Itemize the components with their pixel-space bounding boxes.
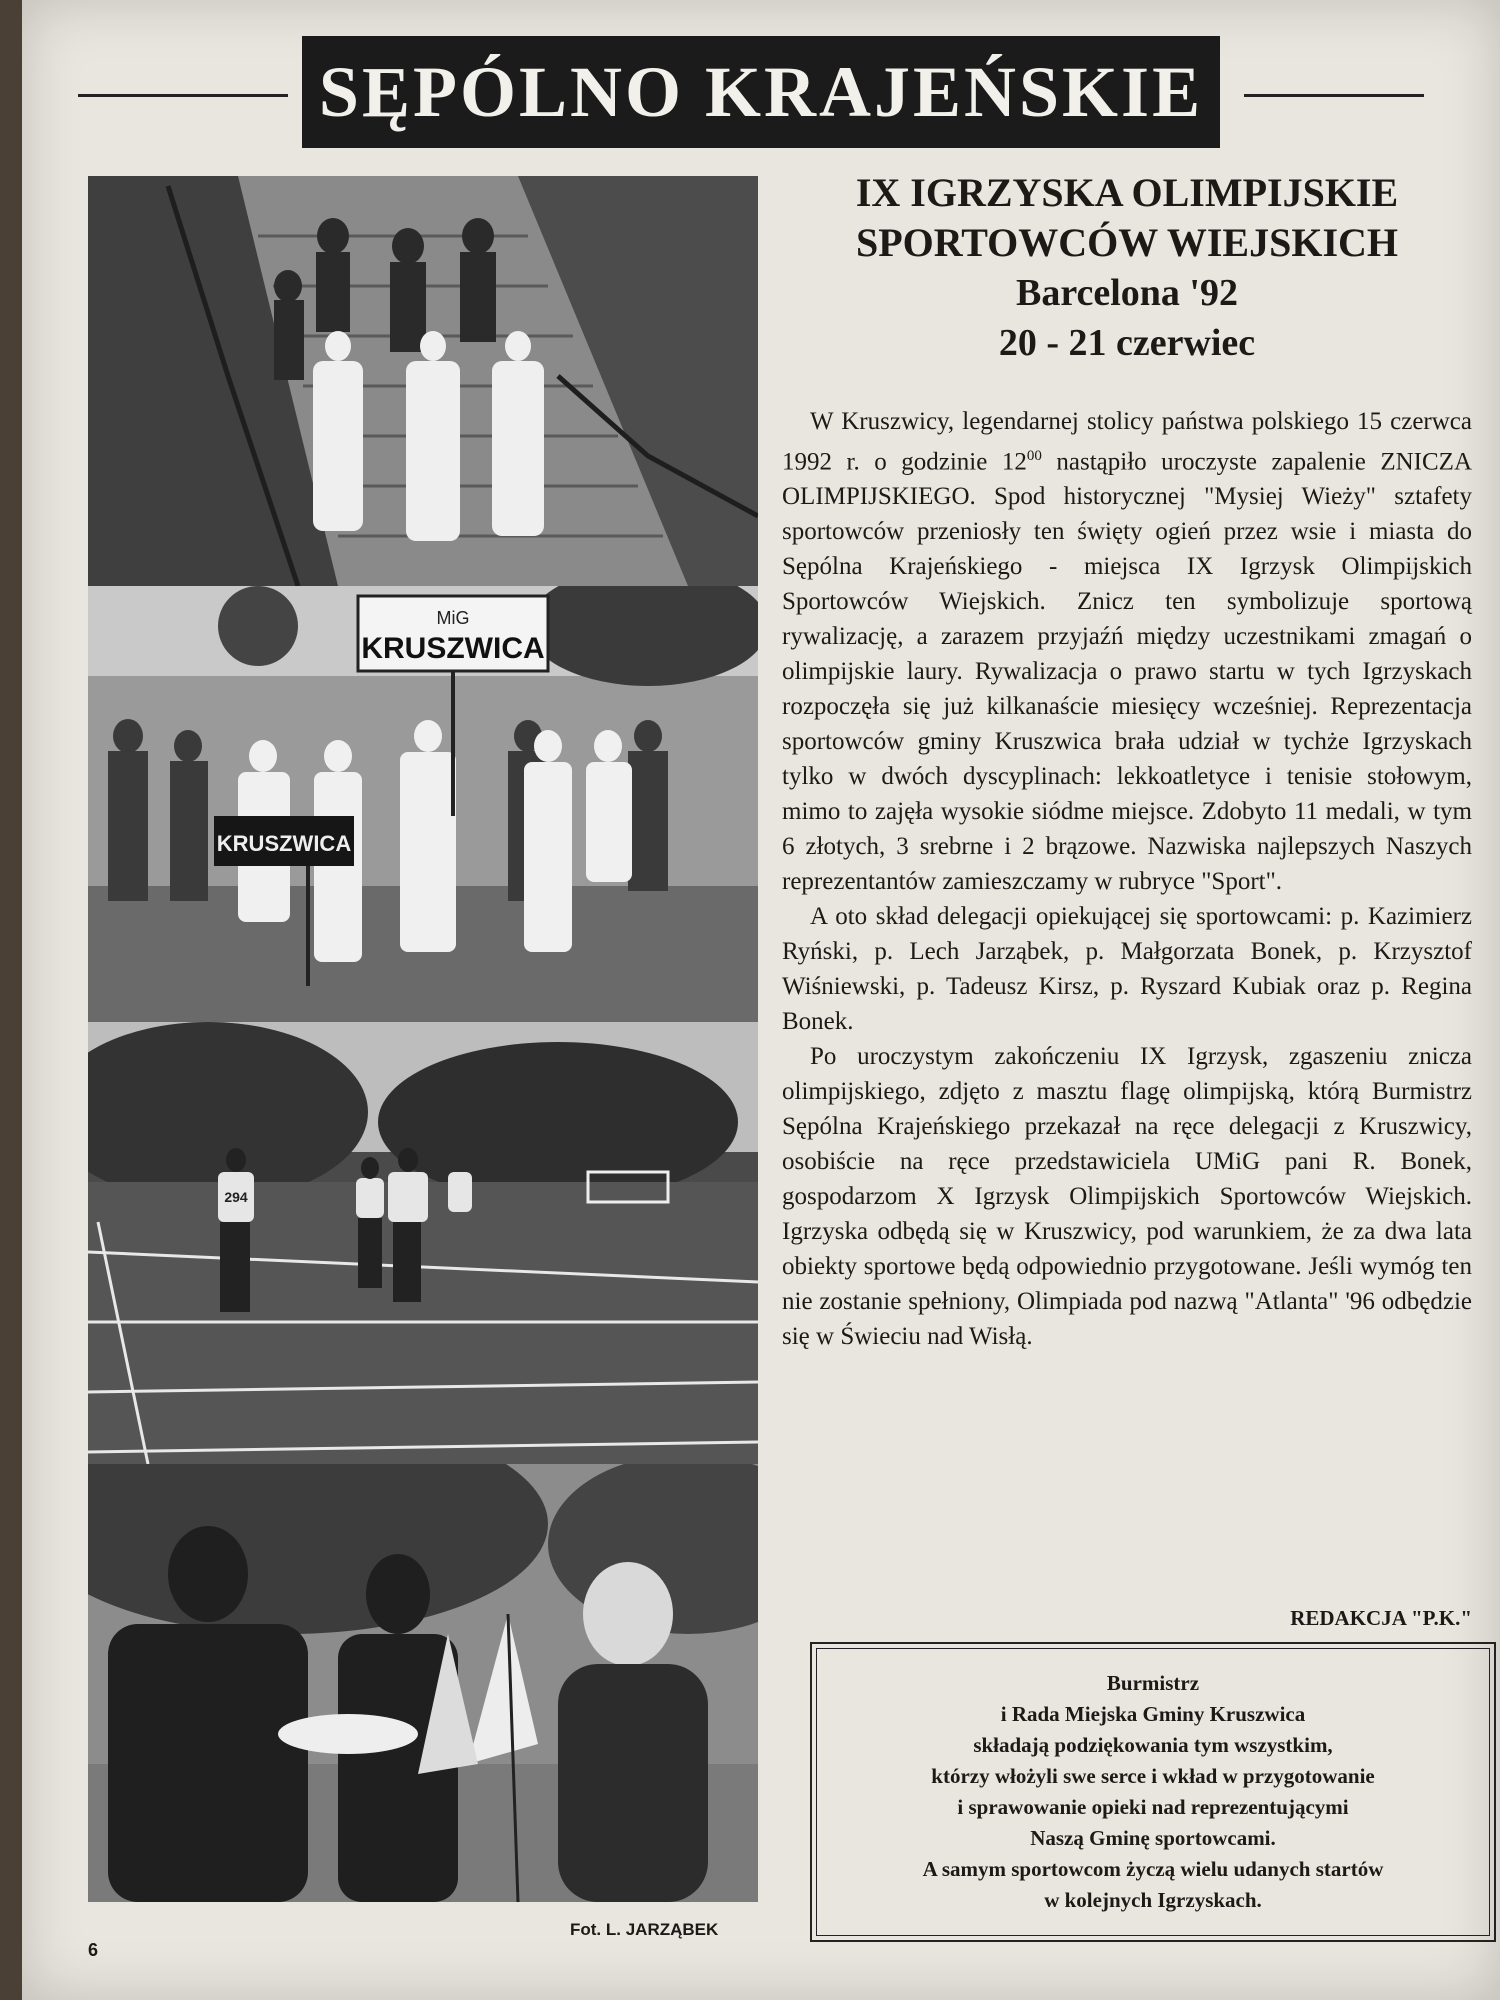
paragraph-1-rest: nastąpiło uroczyste zapalenie ZNICZA OLIMPIJSKIEGO. Spod historycznej "Mysiej Wieży" sztafety sportowców przeniosły ten święty ogień przez wsie i miasta do Sępólna Krajeńskiego - miejsca IX Igrzysk Olimpijskich Sportowców Wiejskich. Znicz ten symbolizuje sportową rywalizację, a zarazem przyjaźń między uczestnikami zmagań o olimpijskie laury. Rywalizacja o prawo startu w tych Igrzyskach rozpoczęła się już kilkanaście miesięcy wcześniej. Reprezentacja sportowców gminy Kruszwica brała udział w tychże Igrzyskach tylko w dwóch dyscyplinach: lekkoatletyce i tenisie stołowym, mimo to zajęła wysokie siódme miejsce. Zdobyto 11 medali, w tym 6 złotych, 3 srebrne i 2 brązowe. Nazwiska najlepszych Naszych reprezentantów zamieszczamy w rubryce "Sport". xyxy=(782,448,1472,896)
paragraph-1-start: W Kruszwicy, legendarnej stolicy państwa polskiego 15 czerwca 1992 r. o godzinie 12 xyxy=(782,408,1472,476)
photo-credit: Fot. L. JARZĄBEK xyxy=(570,1920,719,1939)
notice-line-8: w kolejnych Igrzyskach. xyxy=(1044,1888,1262,1912)
headline-line-4: 20 - 21 czerwiec xyxy=(998,322,1256,364)
time-superscript: 00 xyxy=(1026,448,1042,464)
headline-line-3: Barcelona '92 xyxy=(1015,272,1238,314)
headline-line-1: IX IGRZYSKA OLIMPIJSKIE xyxy=(855,170,1399,215)
article-headline xyxy=(782,168,1472,368)
runner-bib: 294 xyxy=(224,1189,248,1205)
thank-you-notice xyxy=(810,1642,1496,1942)
notice-line-3: składają podziękowania tym wszystkim, xyxy=(973,1733,1333,1757)
thank-you-notice-inner xyxy=(816,1648,1490,1936)
sign-lower-text: KRUSZWICA xyxy=(216,831,352,856)
notice-line-4: którzy włożyli swe serce i wkład w przygotowanie xyxy=(931,1764,1375,1788)
newspaper-page xyxy=(22,0,1500,2000)
photo-flag-handover xyxy=(88,1464,758,1908)
photo-stairs-procession xyxy=(88,176,758,592)
notice-line-7: A samym sportowcom życzą wielu udanych startów xyxy=(922,1857,1384,1881)
notice-line-6: Naszą Gminę sportowcami. xyxy=(1030,1826,1276,1850)
article-body xyxy=(782,404,1472,1354)
sign-top-text: MiG xyxy=(436,608,470,628)
notice-line-2: i Rada Miejska Gminy Kruszwica xyxy=(1000,1702,1306,1726)
notice-line-1: Burmistrz xyxy=(1106,1671,1200,1695)
sign-main-text: KRUSZWICA xyxy=(361,632,545,665)
article-paragraph-3: Po uroczystym zakończeniu IX Igrzysk, zgaszeniu znicza olimpijskiego, zdjęto z masztu flagę olimpijską, którą Burmistrz Sępólna Krajeńskiego przekazał na ręce delegacji z Kruszwicy, osobiście na ręce przedstawiciela UMiG pani R. Bonek, gospodarzom X Igrzysk Olimpijskich Sportowców Wiejskich. Igrzyska odbędą się w Kruszwicy, pod warunkiem, że za dwa lata obiekty sportowe będą odpowiednio przygotowane. Jeśli wymóg ten nie zostanie spełniony, Olimpiada pod nazwą "Atlanta" '96 odbędzie się w Świeciu nad Wisłą. xyxy=(782,1043,1472,1351)
masthead-rule-right xyxy=(1244,94,1424,97)
masthead-rule-left xyxy=(78,94,288,97)
photo-kruszwica-team xyxy=(88,586,758,1028)
headline-line-2: SPORTOWCÓW WIEJSKICH xyxy=(855,220,1399,265)
article-paragraph-1 xyxy=(782,404,1472,899)
photo-track-race xyxy=(88,1022,758,1470)
notice-line-5: i sprawowanie opieki nad reprezentującymi xyxy=(957,1795,1349,1819)
article-paragraph-2: A oto skład delegacji opiekującej się sportowcami: p. Kazimierz Ryński, p. Lech Jarząbek, p. Małgorzata Bonek, p. Krzysztof Wiśniewski, p. Tadeusz Kirsz, p. Ryszard Kubiak oraz p. Regina Bonek. xyxy=(782,903,1472,1036)
masthead-title: SĘPÓLNO KRAJEŃSKIE xyxy=(302,36,1220,148)
page-number: 6 xyxy=(88,1940,99,1960)
article-signature: REDAKCJA "P.K." xyxy=(1290,1606,1472,1630)
